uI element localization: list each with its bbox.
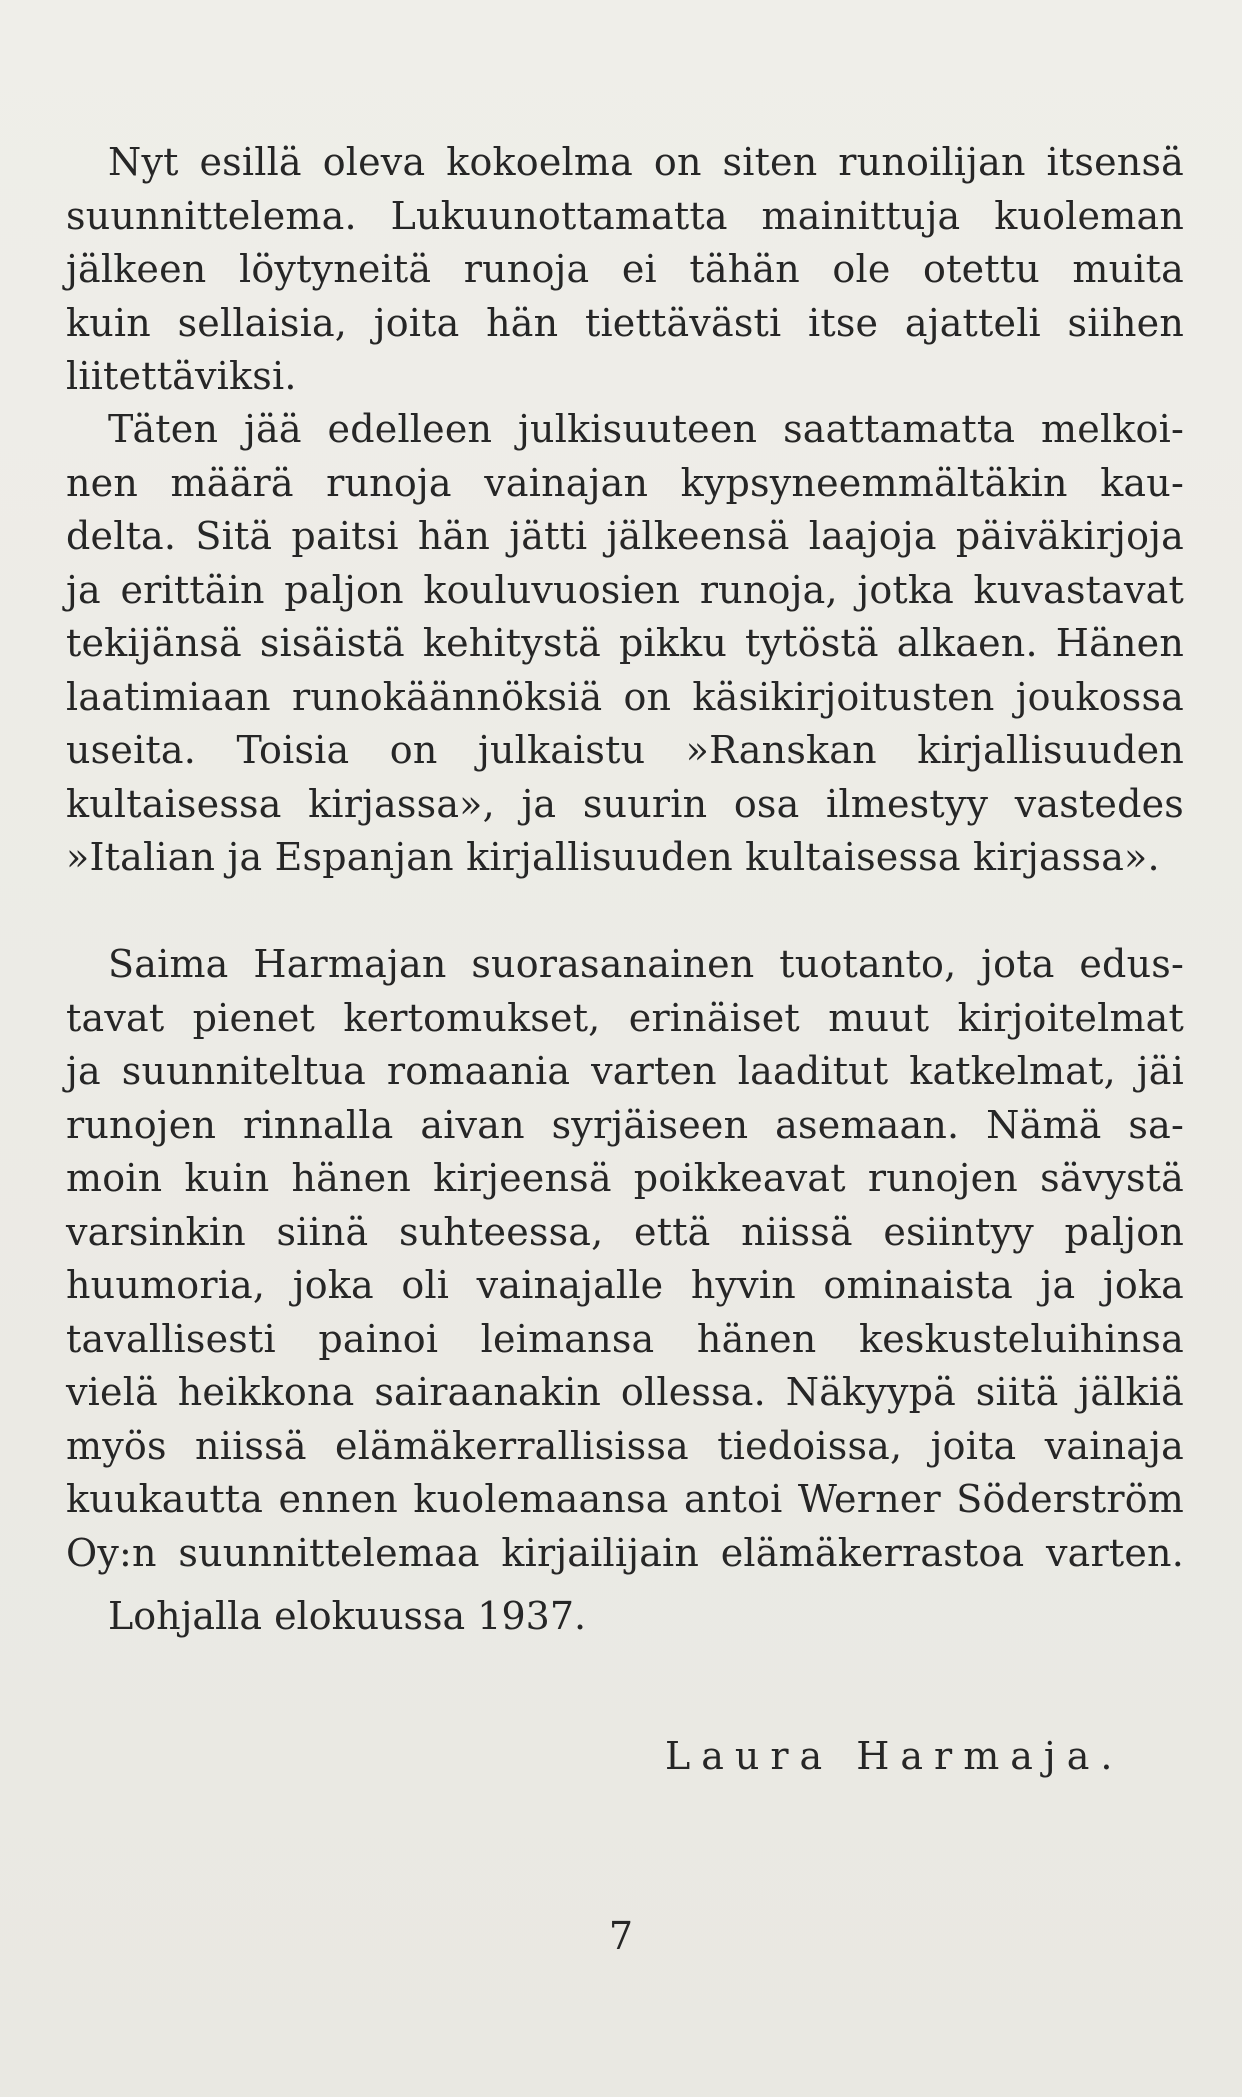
text-line: tavallisesti painoi leimansa hänen keskusteluihinsa (66, 1316, 1184, 1361)
text-line: suunnittelema. Lukuunottamatta mainittuja kuoleman (66, 193, 1184, 238)
text-line: laatimiaan runokäännöksiä on käsikirjoitusten joukossa (66, 674, 1184, 719)
text-line: jälkeen löytyneitä runoja ei tähän ole otettu muita (66, 247, 1184, 291)
place-and-date: Lohjalla elokuussa 1937. (108, 1594, 587, 1638)
text-line: huumoria, joka oli vainajalle hyvin ominaista ja joka (66, 1263, 1184, 1307)
text-line: kuin sellaisia, joita hän tiettävästi itse ajatteli siihen (66, 300, 1184, 345)
text-line: moin kuin hänen kirjeensä poikkeavat runojen sävystä (66, 1156, 1184, 1200)
paragraph-1 (66, 136, 1184, 404)
paragraph-2 (66, 403, 1184, 885)
text-line: useita. Toisia on julkaistu »Ranskan kirjallisuuden (66, 728, 1184, 772)
text-line: varsinkin siinä suhteessa, että niissä esiintyy paljon (66, 1209, 1184, 1254)
page-number: 7 (608, 1914, 634, 1958)
text-line: ja erittäin paljon kouluvuosien runoja, jotka kuvastavat (66, 567, 1184, 612)
text-line: Oy:n suunnittelemaa kirjailijain elämäkerrastoa varten. (66, 1530, 1184, 1575)
paragraph-3 (66, 938, 1184, 1580)
text-line: ja suunniteltua romaania varten laaditut katkelmat, jäi (66, 1049, 1184, 1093)
text-line: Saima Harmajan suorasanainen tuotanto, jota edus- (108, 942, 1184, 986)
text-line: Täten jää edelleen julkisuuteen saattamatta melkoi- (108, 407, 1184, 451)
text-line: tekijänsä sisäistä kehitystä pikku tytöstä alkaen. Hänen (66, 621, 1184, 665)
text-line: kultaisessa kirjassa», ja suurin osa ilmestyy vastedes (66, 781, 1184, 826)
text-line: delta. Sitä paitsi hän jätti jälkeensä laajoja päiväkirjoja (66, 514, 1184, 558)
text-line: Nyt esillä oleva kokoelma on siten runoilijan itsensä (108, 140, 1184, 184)
text-line: »Italian ja Espanjan kirjallisuuden kultaisessa kirjassa». (66, 835, 1160, 879)
text-line: runojen rinnalla aivan syrjäiseen asemaan. Nämä sa- (66, 1102, 1184, 1147)
text-line: nen määrä runoja vainajan kypsyneemmältäkin kau- (66, 460, 1184, 505)
author-signature: Laura Harmaja. (665, 1734, 1124, 1778)
text-line: kuukautta ennen kuolemaansa antoi Werner Söderström (66, 1477, 1184, 1521)
text-line: liitettäviksi. (66, 354, 297, 398)
text-line: tavat pienet kertomukset, erinäiset muut kirjoitelmat (66, 995, 1184, 1040)
text-line: vielä heikkona sairaanakin ollessa. Näkyypä siitä jälkiä (66, 1370, 1184, 1414)
text-line: myös niissä elämäkerrallisissa tiedoissa, joita vainaja (66, 1423, 1184, 1468)
